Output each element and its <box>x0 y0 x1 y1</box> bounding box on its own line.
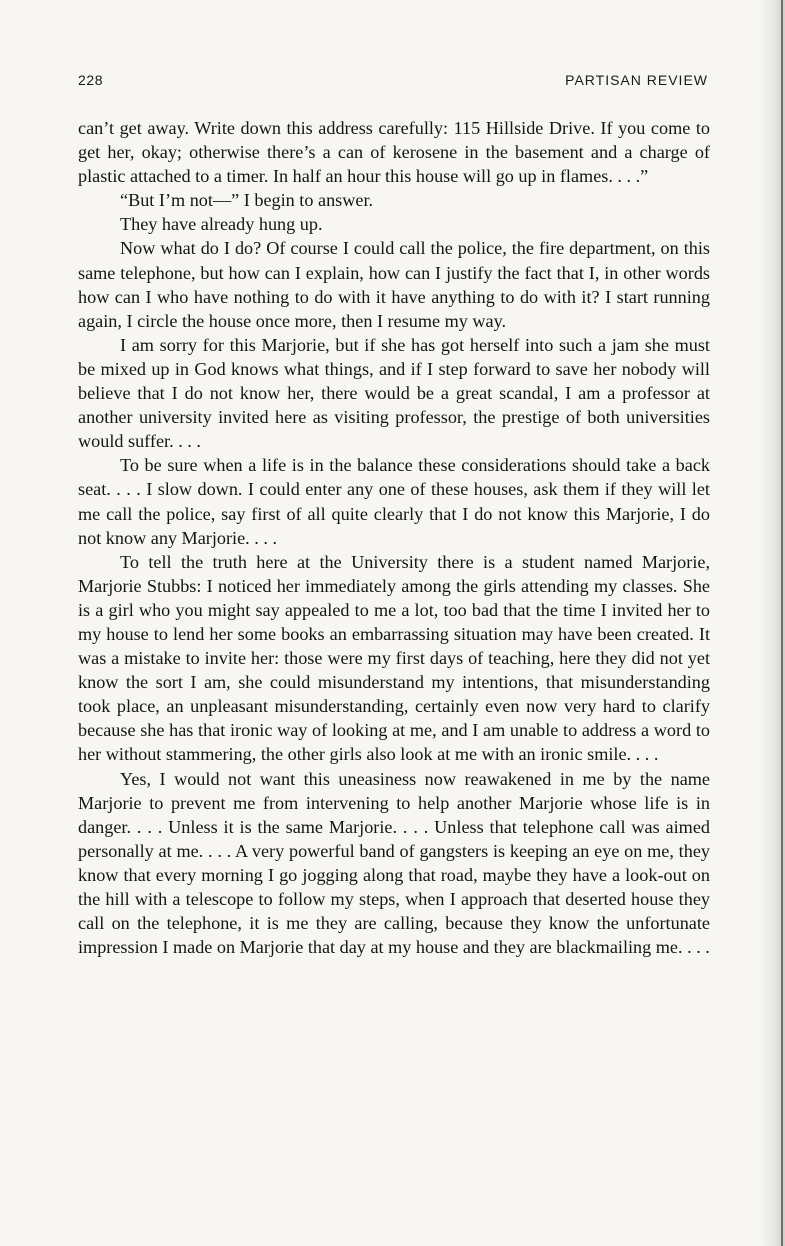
paragraph: Now what do I do? Of course I could call the police, the fire department, on this same telephone, but how can I explain, how can I justify the fact that I, in other words how can I who have nothing to do with it have anything to do with it? I start running again, I circle the house once more, then I resume my way. <box>78 238 710 331</box>
page-binding-edge <box>781 0 783 1246</box>
page-number: 228 <box>78 72 104 88</box>
paragraph: To be sure when a life is in the balance these considerations should take a back seat. . . . I slow down. I could enter any one of these houses, ask them if they will let me call the police, say first of all quite clearly that I do not know this Marjorie, I do not know any Marjorie. . . . <box>78 455 710 548</box>
page-header <box>78 72 708 92</box>
paragraph-continued: can’t get away. Write down this address carefully: 115 Hillside Drive. If you come to get her, okay; otherwise there’s a can of kerosene in the basement and a charge of plastic attached to a timer. In half an hour this house will go up in flames. . . .” <box>78 118 710 187</box>
paragraph: “But I’m not—” I begin to answer. <box>120 190 374 211</box>
running-head: PARTISAN REVIEW <box>565 72 708 88</box>
paragraph: I am sorry for this Marjorie, but if she has got herself into such a jam she must be mixed up in God knows what things, and if I step forward to save her nobody will believe that I do not know her, there would be a great scandal, I am a professor at another university invited here as visiting professor, the prestige of both universities would suffer. . . . <box>78 334 710 452</box>
body-text <box>78 116 710 959</box>
paragraph: They have already hung up. <box>120 214 323 235</box>
paragraph: To tell the truth here at the University there is a student named Marjorie, Marjorie Stubbs: I noticed her immediately among the girls attending my classes. She is a girl who you might say appealed to me a lot, too bad that the time I invited her to my house to lend her some books an embarrassing situation may have been created. It was a mistake to invite her: those were my first days of teaching, here they did not yet know the sort I am, she could misunderstand my intentions, that misunderstanding took place, an unpleasant misunderstanding, certainly even now very hard to clarify because she has that ironic way of looking at me, and I am unable to address a word to her without stammering, the other girls also look at me with an ironic smile. . . . <box>78 551 710 765</box>
paragraph: Yes, I would not want this uneasiness now reawakened in me by the name Marjorie to prevent me from intervening to help another Marjorie whose life is in danger. . . . Unless it is the same Marjorie. . . . Unless that telephone call was aimed personally at me. . . . A very powerful band of gangsters is keeping an eye on me, they know that every morning I go jogging along that road, maybe they have a look-out on the hill with a telescope to follow my steps, when I approach that deserted house they call on the telephone, it is me they are calling, because they know the unfortunate impression I made on Marjorie that day at my house and they are blackmailing me. . . . <box>78 768 710 958</box>
